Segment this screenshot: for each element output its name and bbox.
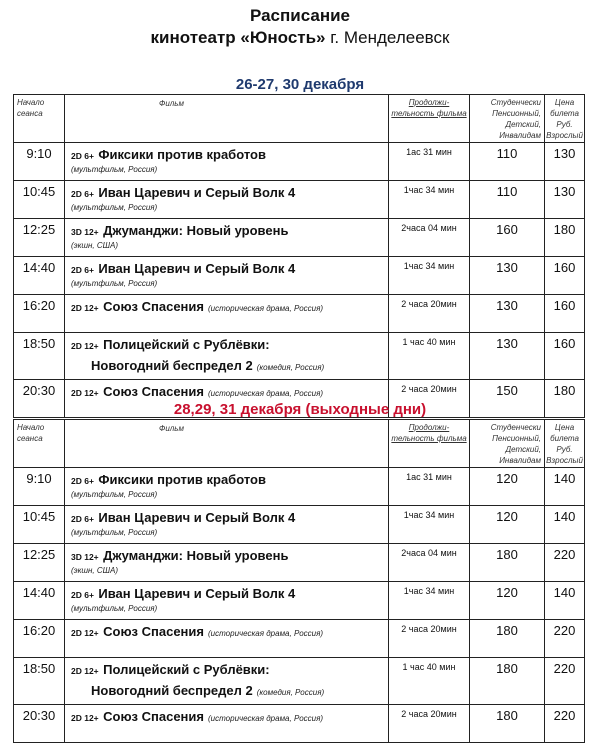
start-time: 12:25 xyxy=(14,219,65,257)
film-title: Союз Спасения xyxy=(103,624,204,639)
film-duration: 2часа 04 мин xyxy=(389,544,470,582)
student-price: 180 xyxy=(470,544,545,582)
schedule-heading-1: 26-27, 30 декабря xyxy=(235,76,365,93)
film-format: 3D 12+ xyxy=(71,227,99,237)
start-time: 20:30 xyxy=(14,380,65,418)
film-genre: (мультфильм, Россия) xyxy=(71,203,158,212)
schedule-table-2 xyxy=(13,419,585,743)
student-price: 180 xyxy=(470,620,545,658)
film-duration: 1час 34 мин xyxy=(389,582,470,620)
film-title: Джуманджи: Новый уровень xyxy=(103,548,289,563)
film-title: Джуманджи: Новый уровень xyxy=(103,223,289,238)
film-genre: (мультфильм, Россия) xyxy=(71,528,158,537)
table-row xyxy=(14,544,585,582)
film-duration: 1час 34 мин xyxy=(389,506,470,544)
table-row xyxy=(14,468,585,506)
film-format: 2D 6+ xyxy=(71,476,94,486)
film-title-cont: Новогодний беспредел 2 xyxy=(91,683,253,698)
col-start-header: Начало сеанса xyxy=(14,95,65,143)
start-time: 9:10 xyxy=(14,468,65,506)
adult-price: 140 xyxy=(545,582,585,620)
table-row xyxy=(14,582,585,620)
adult-price: 180 xyxy=(545,380,585,418)
film-title: Иван Царевич и Серый Волк 4 xyxy=(98,261,296,276)
start-time: 16:20 xyxy=(14,620,65,658)
adult-price: 130 xyxy=(545,143,585,181)
schedule-body-1 xyxy=(14,143,585,418)
film-title: Полицейский с Рублёвки: xyxy=(103,662,270,677)
film-duration: 1ас 31 мин xyxy=(389,143,470,181)
start-time: 18:50 xyxy=(14,658,65,705)
film-genre: (комедия, Россия) xyxy=(256,688,325,697)
col-price-header: Цена билета Руб. Взрослый xyxy=(545,95,585,143)
student-price: 130 xyxy=(470,295,545,333)
cinema-city: г. Менделеевск xyxy=(330,28,450,47)
student-price: 130 xyxy=(470,257,545,295)
film-title: Союз Спасения xyxy=(103,384,204,399)
schedule-heading-2: 28,29, 31 декабря (выходные дни) xyxy=(173,401,427,418)
table-row xyxy=(14,181,585,219)
adult-price: 140 xyxy=(545,506,585,544)
film-format: 2D 12+ xyxy=(71,341,99,351)
film-format: 2D 6+ xyxy=(71,189,94,199)
student-price: 130 xyxy=(470,333,545,380)
table-row xyxy=(14,506,585,544)
film-genre: (историческая драма, Россия) xyxy=(207,389,324,398)
film-duration: 2часа 04 мин xyxy=(389,219,470,257)
start-time: 14:40 xyxy=(14,257,65,295)
start-time: 10:45 xyxy=(14,506,65,544)
film-format: 2D 12+ xyxy=(71,666,99,676)
adult-price: 220 xyxy=(545,705,585,743)
col-price-header: Цена билета Руб. Взрослый xyxy=(545,420,585,468)
film-cell xyxy=(65,181,389,219)
film-title-line2 xyxy=(71,357,388,375)
film-title: Фиксики против кработов xyxy=(98,472,266,487)
adult-price: 160 xyxy=(545,333,585,380)
film-format: 3D 12+ xyxy=(71,552,99,562)
table-row xyxy=(14,705,585,743)
cinema-name xyxy=(0,28,600,48)
table-row xyxy=(14,143,585,181)
film-duration: 2 часа 20мин xyxy=(389,705,470,743)
film-format: 2D 12+ xyxy=(71,628,99,638)
film-title: Иван Царевич и Серый Волк 4 xyxy=(98,586,296,601)
student-price: 120 xyxy=(470,468,545,506)
start-time: 20:30 xyxy=(14,705,65,743)
film-genre: (экшн, США) xyxy=(71,241,119,250)
film-title: Фиксики против кработов xyxy=(98,147,266,162)
adult-price: 160 xyxy=(545,295,585,333)
film-cell xyxy=(65,333,389,380)
film-format: 2D 12+ xyxy=(71,388,99,398)
film-cell xyxy=(65,506,389,544)
schedule-body-2 xyxy=(14,468,585,743)
schedule-table-1 xyxy=(13,94,585,418)
film-duration: 1час 34 мин xyxy=(389,181,470,219)
table-row xyxy=(14,257,585,295)
col-duration-header: Продолжи-тельность фильма xyxy=(389,420,470,468)
film-duration: 1час 34 мин xyxy=(389,257,470,295)
table-row xyxy=(14,620,585,658)
film-genre: (историческая драма, Россия) xyxy=(207,304,324,313)
start-time: 14:40 xyxy=(14,582,65,620)
table-header xyxy=(14,420,585,468)
start-time: 16:20 xyxy=(14,295,65,333)
film-duration: 2 часа 20мин xyxy=(389,380,470,418)
film-title: Полицейский с Рублёвки: xyxy=(103,337,270,352)
film-title-cont: Новогодний беспредел 2 xyxy=(91,358,253,373)
adult-price: 220 xyxy=(545,620,585,658)
film-genre: (мультфильм, Россия) xyxy=(71,490,158,499)
start-time: 10:45 xyxy=(14,181,65,219)
adult-price: 220 xyxy=(545,658,585,705)
film-cell xyxy=(65,468,389,506)
film-format: 2D 6+ xyxy=(71,151,94,161)
film-cell xyxy=(65,295,389,333)
film-title: Иван Царевич и Серый Волк 4 xyxy=(98,185,296,200)
film-cell xyxy=(65,257,389,295)
film-duration: 2 часа 20мин xyxy=(389,620,470,658)
adult-price: 140 xyxy=(545,468,585,506)
film-duration: 1ас 31 мин xyxy=(389,468,470,506)
film-genre: (мультфильм, Россия) xyxy=(71,279,158,288)
adult-price: 220 xyxy=(545,544,585,582)
film-genre: (историческая драма, Россия) xyxy=(207,629,324,638)
col-start-header: Начало сеанса xyxy=(14,420,65,468)
adult-price: 180 xyxy=(545,219,585,257)
student-price: 110 xyxy=(470,143,545,181)
film-cell xyxy=(65,544,389,582)
student-price: 150 xyxy=(470,380,545,418)
table-header xyxy=(14,95,585,143)
col-duration-header: Продолжи-тельность фильма xyxy=(389,95,470,143)
student-price: 120 xyxy=(470,506,545,544)
adult-price: 160 xyxy=(545,257,585,295)
film-format: 2D 12+ xyxy=(71,713,99,723)
film-cell xyxy=(65,219,389,257)
film-genre: (экшн, США) xyxy=(71,566,119,575)
table-row xyxy=(14,295,585,333)
student-price: 120 xyxy=(470,582,545,620)
film-cell xyxy=(65,620,389,658)
cinema-prefix: кинотеатр «Юность» xyxy=(150,28,326,47)
film-genre: (мультфильм, Россия) xyxy=(71,604,158,613)
film-genre: (комедия, Россия) xyxy=(256,363,325,372)
col-student-header: Студенчески Пенсионный, Детский, Инвалидам xyxy=(470,95,545,143)
col-film-header: Фильм xyxy=(65,420,389,468)
table-row xyxy=(14,658,585,705)
film-duration: 1 час 40 мин xyxy=(389,333,470,380)
film-title: Иван Царевич и Серый Волк 4 xyxy=(98,510,296,525)
student-price: 180 xyxy=(470,705,545,743)
film-cell xyxy=(65,582,389,620)
student-price: 110 xyxy=(470,181,545,219)
film-duration: 2 часа 20мин xyxy=(389,295,470,333)
film-format: 2D 6+ xyxy=(71,265,94,275)
table-row xyxy=(14,219,585,257)
film-cell xyxy=(65,143,389,181)
table-row xyxy=(14,333,585,380)
col-film-header: Фильм xyxy=(65,95,389,143)
student-price: 180 xyxy=(470,658,545,705)
film-cell xyxy=(65,705,389,743)
film-genre: (историческая драма, Россия) xyxy=(207,714,324,723)
start-time: 18:50 xyxy=(14,333,65,380)
film-format: 2D 12+ xyxy=(71,303,99,313)
adult-price: 130 xyxy=(545,181,585,219)
film-title-line2 xyxy=(71,682,388,700)
film-cell xyxy=(65,658,389,705)
col-student-header: Студенчески Пенсионный, Детский, Инвалидам xyxy=(470,420,545,468)
start-time: 9:10 xyxy=(14,143,65,181)
film-format: 2D 6+ xyxy=(71,590,94,600)
start-time: 12:25 xyxy=(14,544,65,582)
film-format: 2D 6+ xyxy=(71,514,94,524)
film-title: Союз Спасения xyxy=(103,709,204,724)
film-title: Союз Спасения xyxy=(103,299,204,314)
film-duration: 1 час 40 мин xyxy=(389,658,470,705)
student-price: 160 xyxy=(470,219,545,257)
page-title: Расписание xyxy=(249,6,351,25)
film-genre: (мультфильм, Россия) xyxy=(71,165,158,174)
